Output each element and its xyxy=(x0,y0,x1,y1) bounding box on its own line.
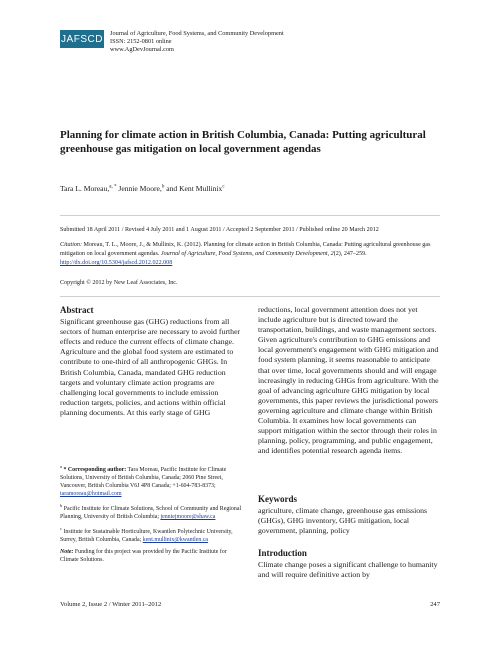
copyright-notice: Copyright © 2012 by New Leaf Associates, Inc. xyxy=(60,280,178,286)
footnote-b-text: Pacific Institute for Climate Solutions, School of Community and Regional Planning, University of British Columbia; xyxy=(60,505,242,520)
author-mullinix-affil: c xyxy=(222,184,225,190)
footnote-corresponding xyxy=(60,463,242,498)
keywords-heading: Keywords xyxy=(258,494,297,504)
abstract-continued xyxy=(258,305,440,456)
footer-volume: Volume 2, Issue 2 / Winter 2011–2012 xyxy=(60,601,162,608)
footnote-corresponding-label: * Corresponding author: xyxy=(63,466,127,473)
footnote-b-marker: b xyxy=(60,502,63,508)
email-moreau-link[interactable]: taramoreau@hotmail.com xyxy=(60,490,122,497)
citation-issue: (2), 247–259. xyxy=(333,251,367,257)
abstract-heading: Abstract xyxy=(60,305,94,315)
footnote-c-text: Institute for Sustainable Horticulture, Kwantlen Polytechnic University, Surrey, British Columbia, Canada; xyxy=(60,528,233,543)
page-number: 247 xyxy=(430,601,440,608)
author-mullinix: and Kent Mullinix xyxy=(164,184,223,193)
article-title: Planning for climate action in British Columbia, Canada: Putting agricultural greenhouse gas mitigation on local government agendas xyxy=(60,129,426,155)
author-moreau-affil: a, * xyxy=(109,184,117,190)
citation-block xyxy=(60,241,440,268)
journal-info xyxy=(110,30,284,54)
abstract-continued-text: reductions, local government attention does not yet include agriculture but is directed toward the transportation, buildings, and waste management sectors. Given agriculture's contribution to GHG emissions and local government's engagement with GHG mitigation and food system planning, it seems reasonable to anticipate that over time, local governments should and will engage increasingly in reducing GHGs from agriculture. With the goal of advancing agriculture GHG mitigation by local governments, this paper reviews the jurisdictional powers governing agriculture and climate change within British Columbia. It examines how local governments can support mitigation within the sector through their roles in planning, policy, programming, and public engagement, and identifies potential research agenda items. xyxy=(258,305,439,456)
journal-name: Journal of Agriculture, Food Systems, and Community Development xyxy=(110,30,284,37)
introduction-text: Climate change poses a significant challenge to humanity and will require definitive action by xyxy=(258,560,438,580)
citation-journal: Journal of Agriculture, Food Systems, and Community Development, 2 xyxy=(160,251,334,257)
divider-top xyxy=(60,215,440,216)
introduction-section xyxy=(258,548,440,580)
journal-issn: ISSN: 2152-0801 online xyxy=(110,38,172,45)
citation-label: Citation: xyxy=(60,242,83,248)
author-moore-affil: b xyxy=(161,184,165,190)
funding-note-label: Note: xyxy=(60,548,74,555)
footnotes xyxy=(60,463,242,568)
journal-logo xyxy=(60,30,104,48)
email-mullinix-link[interactable]: kent.mullinix@kwantlen.ca xyxy=(142,536,209,543)
journal-website[interactable]: www.AgDevJournal.com xyxy=(110,46,174,53)
footnote-b xyxy=(60,502,242,521)
abstract-section xyxy=(60,305,242,418)
funding-note xyxy=(60,548,242,564)
author-moore: Jennie Moore, xyxy=(116,184,162,193)
footnote-corresponding-text: Tara Moreau, Pacific Institute for Climate Solutions, University of British Columbia, Canada; 2060 Pine Street, Vancouver, British Columbia V6J 4P8 Canada; +1-604-783-8373; xyxy=(60,466,227,489)
logo-text: JAFSCD xyxy=(61,33,103,45)
footnote-c xyxy=(60,525,242,544)
introduction-heading: Introduction xyxy=(258,548,307,558)
submission-dates: Submitted 18 April 2011 / Revised 4 July 2011 and 1 August 2011 / Accepted 2 September 2011 / Published online 20 March 2012 xyxy=(60,227,379,233)
abstract-text: Significant greenhouse gas (GHG) reductions from all sectors of human enterprise are necessary to avoid further effects and reduce the current effects of climate change. Agriculture and the global food system are estimated to contribute to one-third of all anthropogenic GHGs. In British Columbia, Canada, mandated GHG reduction targets and voluntary climate action programs are challenging local governments to include emission reduction targets, policies, and actions within official planning documents. At this early stage of GHG xyxy=(60,317,241,417)
author-moreau: Tara L. Moreau, xyxy=(60,184,110,193)
citation-doi-link[interactable]: http://dx.doi.org/10.5304/jafscd.2012.022.008 xyxy=(60,260,173,266)
email-moore-link[interactable]: jenniejmoore@shaw.ca xyxy=(160,513,216,520)
footnote-a-marker: a xyxy=(60,464,62,469)
funding-note-text: Funding for this project was provided by the Pacific Institute for Climate Solutions. xyxy=(60,548,227,563)
footnote-c-marker: c xyxy=(60,525,62,531)
citation-text: Moreau, T. L., Moore, J., & Mullinix, K. (2012). Planning for climate action in British Columbia, Canada: Putting agricultural greenhouse gas mitigation on local government agendas. xyxy=(60,242,431,257)
author-list xyxy=(60,184,225,193)
keywords-section xyxy=(258,494,440,536)
keywords-text: agriculture, climate change, greenhouse gas emissions (GHGs), GHG inventory, GHG mitigation, local government, planning, policy xyxy=(258,506,428,536)
divider-bottom xyxy=(60,296,440,297)
